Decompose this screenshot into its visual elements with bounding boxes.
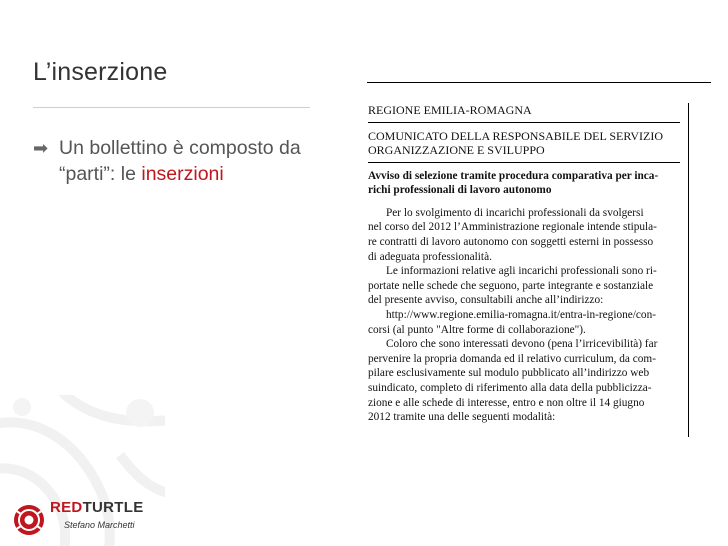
document-side-rule: [688, 103, 689, 437]
paragraph-line: nel corso del 2012 l’Amministrazione regionale intende stipula-: [368, 221, 657, 234]
document-top-rule: [367, 82, 711, 83]
title-divider: [33, 107, 310, 108]
document-scan: [368, 103, 680, 425]
logo-wordmark-red: RED: [50, 499, 83, 516]
paragraph-line: Coloro che sono interessati devono (pena l’irricevibilità) far: [386, 338, 658, 351]
bullet-text-main: Un bollettino è composto da “parti”: le: [59, 137, 301, 185]
document-avviso: [368, 169, 680, 198]
document-paragraph: [368, 206, 680, 264]
slide-title: L’inserzione: [33, 58, 168, 86]
turtle-logo-icon: [12, 502, 46, 536]
logo-wordmark: [50, 499, 144, 516]
bullet-highlight: inserzioni: [141, 163, 224, 185]
paragraph-line: suindicato, completo di riferimento alla data della pubblicizza-: [368, 381, 652, 394]
document-separator: [368, 122, 680, 123]
bullet-text: [59, 135, 318, 187]
paragraph-line: portate nelle schede che seguono, parte integrante e sostanziale: [368, 279, 654, 292]
document-region: REGIONE EMILIA-ROMAGNA: [368, 103, 532, 117]
logo-wordmark-dark: TURTLE: [82, 499, 144, 516]
avviso-line: richi professionali di lavoro autonomo: [368, 184, 552, 197]
paragraph-line: del presente avviso, consultabili anche all’indirizzo:: [368, 294, 604, 307]
paragraph-line: 2012 tramite una delle seguenti modalità:: [368, 411, 556, 424]
paragraph-line: Per lo svolgimento di incarichi professionali da svolgersi: [386, 206, 644, 219]
comunicato-line: COMUNICATO DELLA RESPONSABILE DEL SERVIZIO: [368, 128, 664, 143]
paragraph-line: Le informazioni relative agli incarichi professionali sono ri-: [386, 265, 657, 278]
author-name: Stefano Marchetti: [64, 520, 135, 530]
bullet-point: [33, 135, 318, 187]
comunicato-line: ORGANIZZAZIONE E SVILUPPO: [368, 143, 545, 158]
document-paragraph: [368, 337, 680, 425]
avviso-line: Avviso di selezione tramite procedura comparativa per inca-: [368, 169, 659, 182]
document-paragraph-url: [368, 308, 680, 337]
arrow-right-icon: ➡: [33, 138, 49, 158]
paragraph-line: zione e alle schede di interesse, entro e non oltre il 14 giugno: [368, 396, 645, 409]
paragraph-line: http://www.regione.emilia-romagna.it/entra-in-regione/con-: [386, 308, 656, 321]
paragraph-line: pervenire la propria domanda ed il relativo curriculum, da com-: [368, 352, 656, 365]
document-separator: [368, 162, 680, 163]
redturtle-logo: [12, 496, 152, 538]
paragraph-line: re contratti di lavoro autonomo con soggetti esterni in possesso: [368, 235, 654, 248]
paragraph-line: di adeguata professionalità.: [368, 250, 492, 263]
document-comunicato: [368, 129, 680, 158]
paragraph-line: corsi (al punto "Altre forme di collaborazione").: [368, 323, 586, 336]
paragraph-line: pilare esclusivamente sul modulo pubblicato all’indirizzo web: [368, 367, 650, 380]
document-paragraph: [368, 264, 680, 308]
